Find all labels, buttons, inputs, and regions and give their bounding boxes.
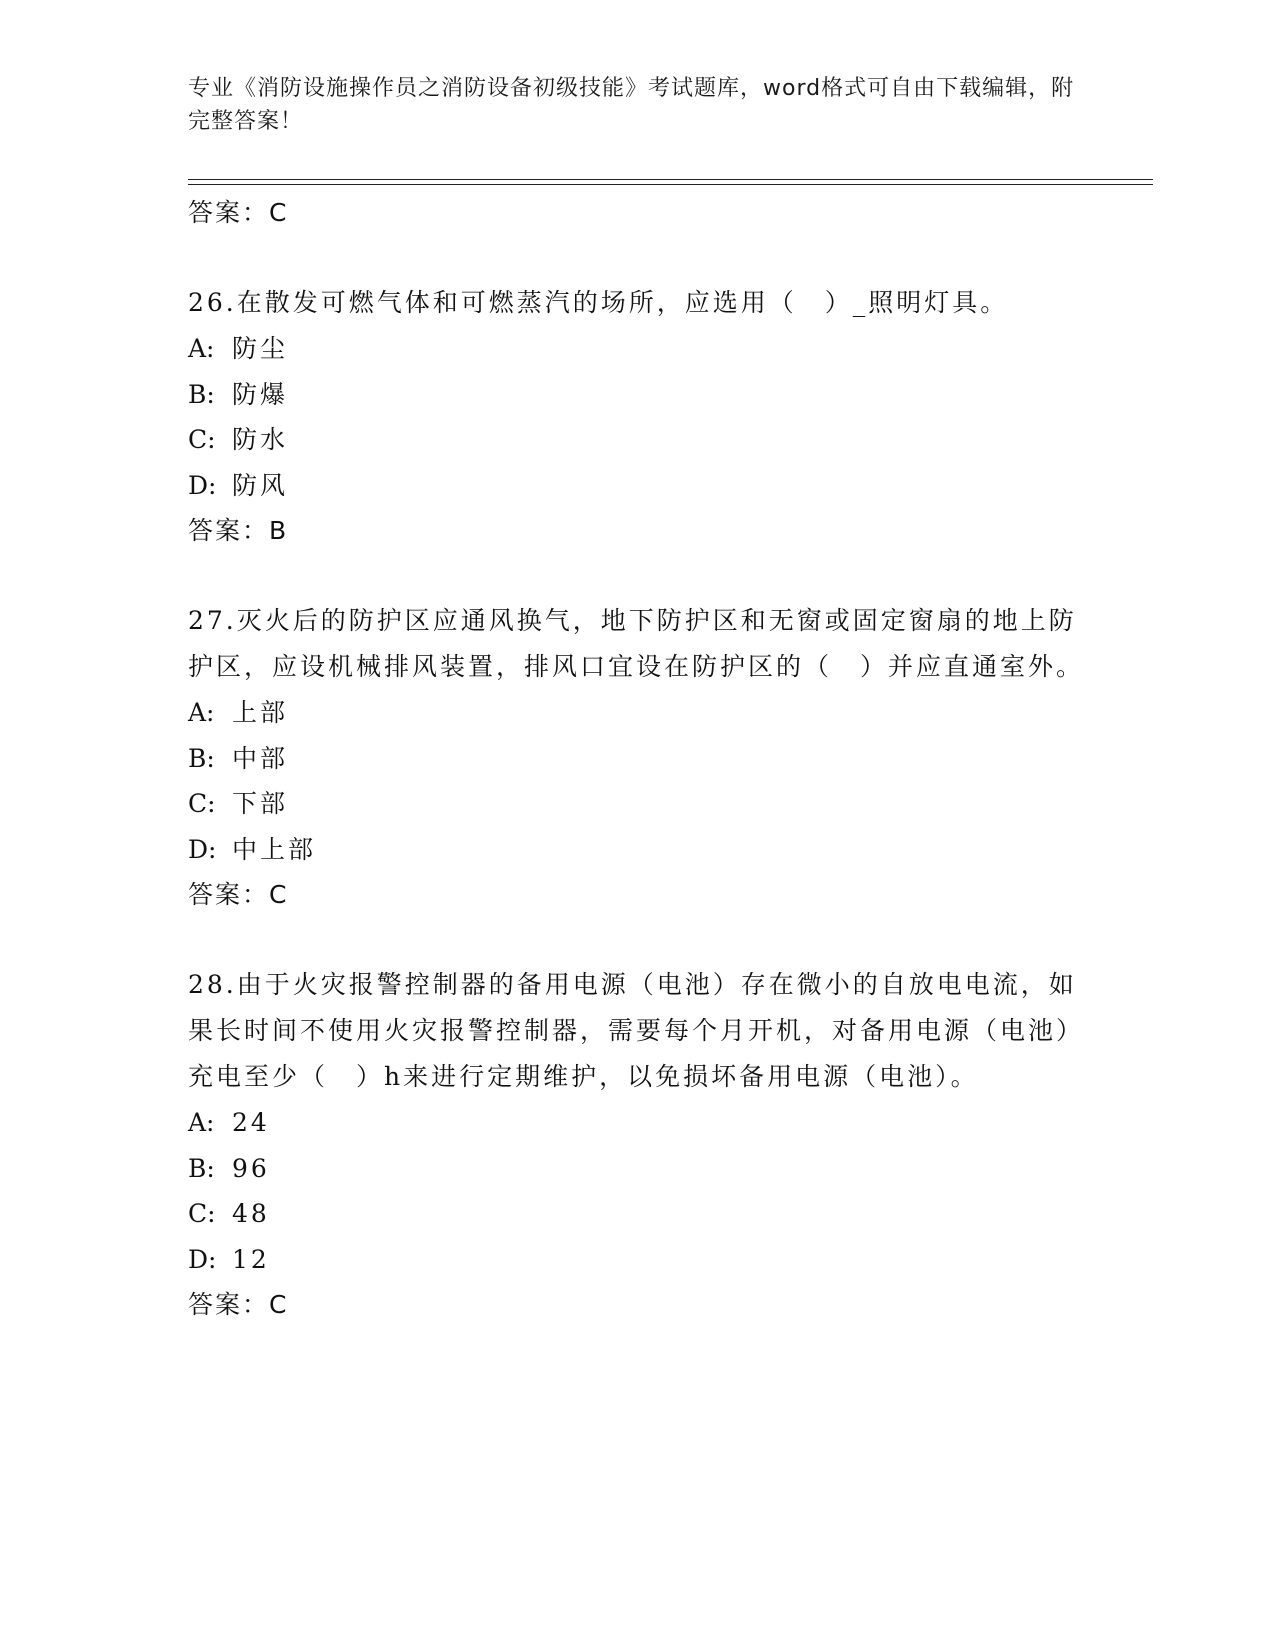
answer: 答案：C (188, 880, 289, 909)
option-text: 48 (232, 1199, 270, 1228)
option-c (188, 1191, 1088, 1237)
option-letter: B: (188, 379, 215, 409)
option-b (188, 736, 1088, 782)
option-d (188, 463, 1088, 509)
option-text: 24 (232, 1108, 270, 1137)
option-text: 防风 (232, 470, 289, 500)
question-28 (188, 962, 1088, 1328)
question-26 (188, 280, 1088, 554)
option-d (188, 827, 1088, 873)
option-letter: C: (188, 1199, 216, 1228)
option-letter: B: (188, 743, 215, 773)
previous-answer: 答案：C (188, 198, 289, 227)
option-letter: D: (188, 470, 217, 500)
option-letter: A: (188, 698, 215, 727)
option-letter: B: (188, 1153, 215, 1183)
option-text: 96 (232, 1153, 270, 1183)
option-text: 12 (232, 1244, 270, 1274)
option-letter: D: (188, 834, 217, 864)
option-d (188, 1237, 1088, 1283)
option-letter: A: (188, 1108, 215, 1137)
header-rule-top (188, 179, 1153, 180)
option-text: 防水 (232, 425, 289, 454)
option-text: 中部 (232, 743, 289, 773)
question-text: 27.灭火后的防护区应通风换气，地下防护区和无窗或固定窗扇的地上防护区，应设机械排风装置，排风口宜设在防护区的（ ）并应直通室外。 (188, 606, 1085, 681)
option-letter: C: (188, 425, 216, 454)
option-text: 下部 (232, 789, 289, 818)
option-b (188, 1146, 1088, 1192)
option-a (188, 690, 1088, 736)
option-c (188, 417, 1088, 463)
header-rule-bottom (188, 184, 1153, 185)
option-text: 防爆 (232, 379, 289, 409)
option-letter: C: (188, 789, 216, 818)
option-a (188, 326, 1088, 372)
question-list (188, 190, 1088, 1328)
answer: 答案：B (188, 516, 289, 545)
option-text: 中上部 (232, 834, 317, 864)
option-text: 上部 (232, 698, 289, 727)
document-header: 专业《消防设施操作员之消防设备初级技能》考试题库，word格式可自由下载编辑，附完整答案！ (188, 76, 1075, 134)
question-27 (188, 598, 1088, 918)
option-text: 防尘 (232, 334, 289, 363)
option-letter: A: (188, 334, 215, 363)
option-letter: D: (188, 1244, 217, 1274)
option-b (188, 372, 1088, 418)
option-a (188, 1100, 1088, 1146)
question-text: 28.由于火灾报警控制器的备用电源（电池）存在微小的自放电电流，如果长时间不使用火灾报警控制器，需要每个月开机，对备用电源（电池）充电至少（ ）h来进行定期维护，以免损坏备用电源（电池）。 (188, 970, 1085, 1091)
option-c (188, 781, 1088, 827)
question-text: 26.在散发可燃气体和可燃蒸汽的场所，应选用（ ）_照明灯具。 (188, 288, 1009, 317)
answer: 答案：C (188, 1290, 289, 1319)
